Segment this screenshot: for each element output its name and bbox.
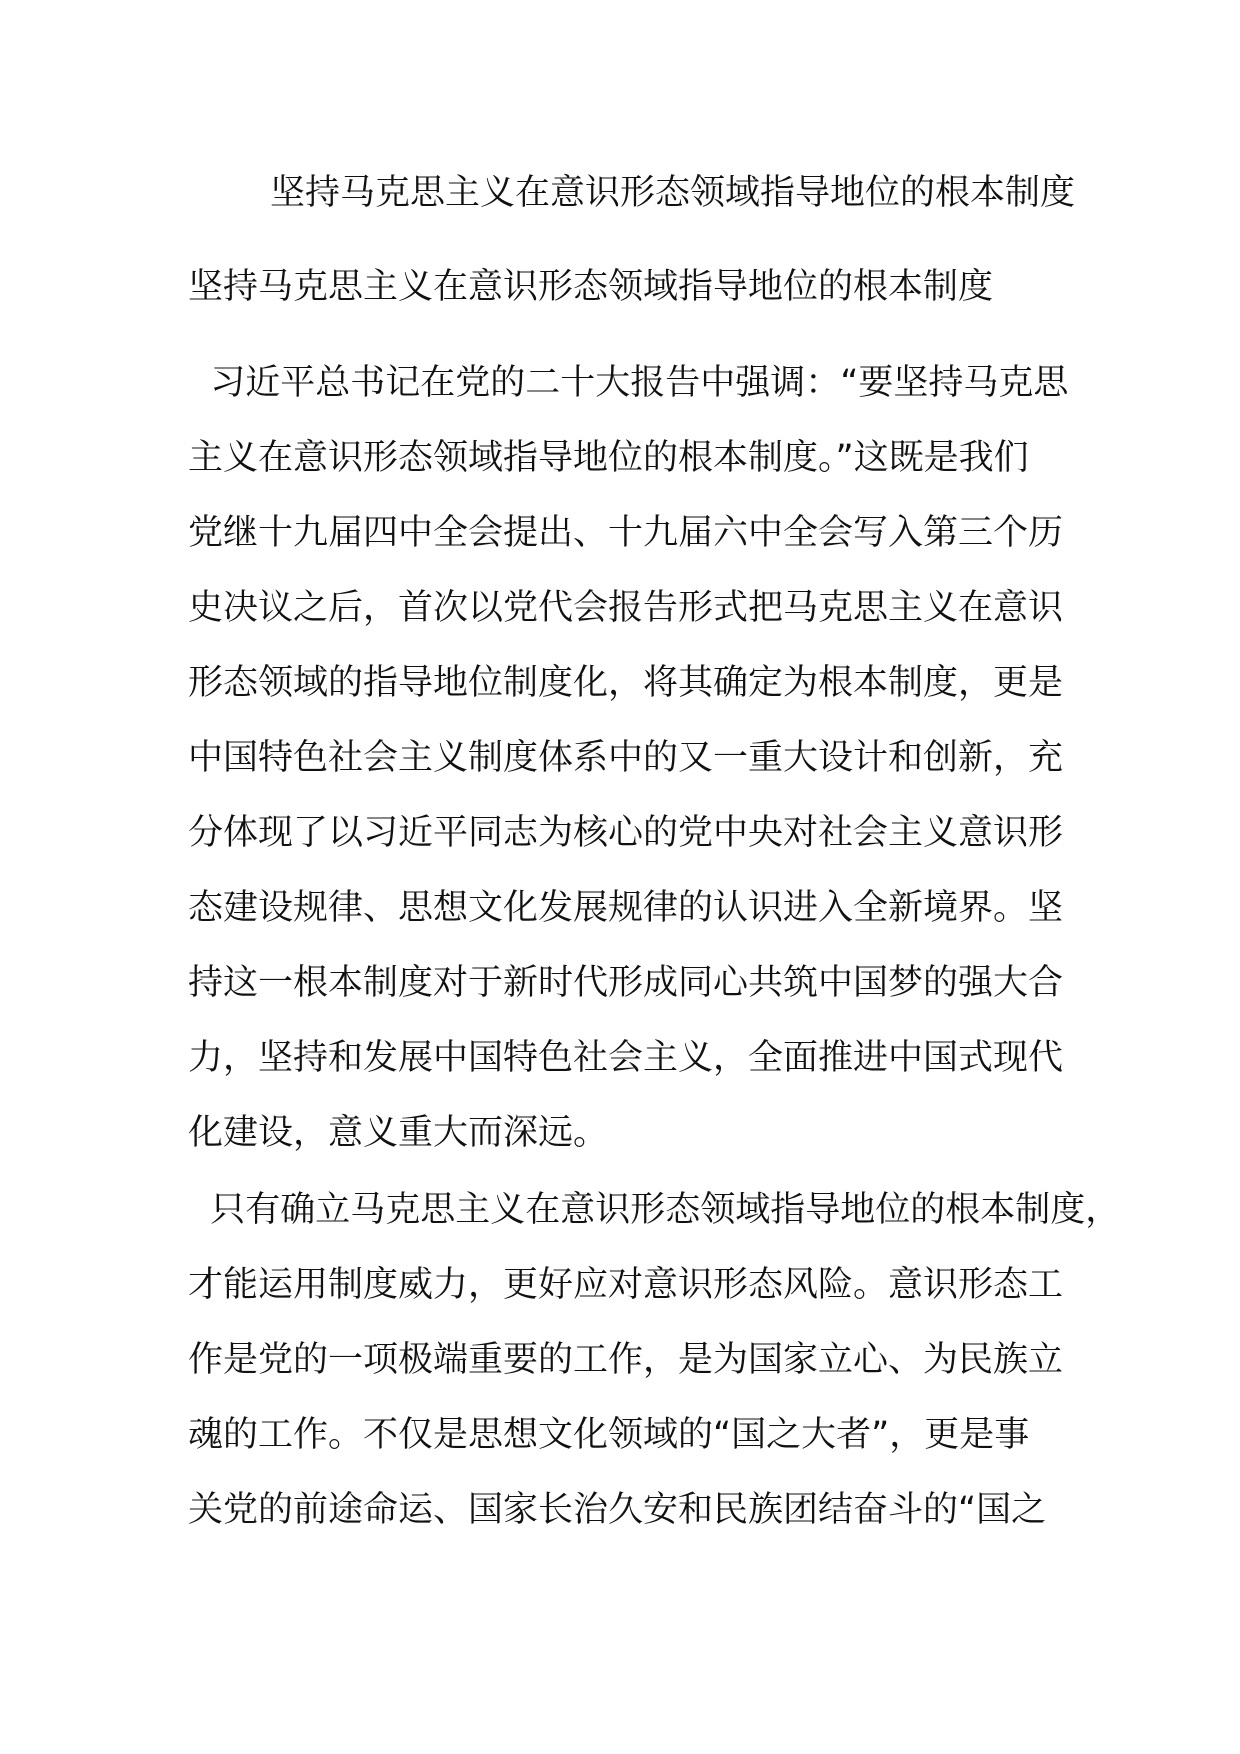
- paragraph-1-line-1: 习近平总书记在党的二十大报告中强调：“要坚持马克思: [188, 363, 1069, 403]
- paragraph-2-line-2: 才能运用制度威力，更好应对意识形态风险。意识形态工: [188, 1265, 1064, 1305]
- document-subtitle: 坚持马克思主义在意识形态领域指导地位的根本制度: [188, 267, 994, 307]
- paragraph-1-line-7: 分体现了以习近平同志为核心的党中央对社会主义意识形: [188, 813, 1064, 853]
- paragraph-1-line-8: 态建设规律、思想文化发展规律的认识进入全新境界。坚: [188, 888, 1064, 928]
- paragraph-1-line-10: 力，坚持和发展中国特色社会主义，全面推进中国式现代: [188, 1038, 1064, 1078]
- paragraph-1-line-3: 党继十九届四中全会提出、十九届六中全会写入第三个历: [188, 513, 1064, 553]
- paragraph-1-line-4: 史决议之后，首次以党代会报告形式把马克思主义在意识: [188, 588, 1064, 628]
- paragraph-2-line-4: 魂的工作。不仅是思想文化领域的“国之大者”，更是事: [188, 1415, 1030, 1455]
- paragraph-1-line-11: 化建设，意义重大而深远。: [188, 1113, 609, 1153]
- paragraph-1-line-6: 中国特色社会主义制度体系中的又一重大设计和创新，充: [188, 738, 1064, 778]
- paragraph-2-line-3: 作是党的一项极端重要的工作，是为国家立心、为民族立: [188, 1340, 1064, 1380]
- document-title: 坚持马克思主义在意识形态领域指导地位的根本制度: [270, 173, 1076, 213]
- paragraph-1-line-9: 持这一根本制度对于新时代形成同心共筑中国梦的强大合: [188, 963, 1064, 1003]
- paragraph-2-line-1: 只有确立马克思主义在意识形态领域指导地位的根本制度，: [188, 1190, 1121, 1230]
- paragraph-1-line-2: 主义在意识形态领域指导地位的根本制度。”这既是我们: [188, 438, 1029, 478]
- paragraph-1-line-5: 形态领域的指导地位制度化，将其确定为根本制度，更是: [188, 663, 1064, 703]
- paragraph-2-line-5: 关党的前途命运、国家长治久安和民族团结奋斗的“国之: [188, 1490, 1047, 1530]
